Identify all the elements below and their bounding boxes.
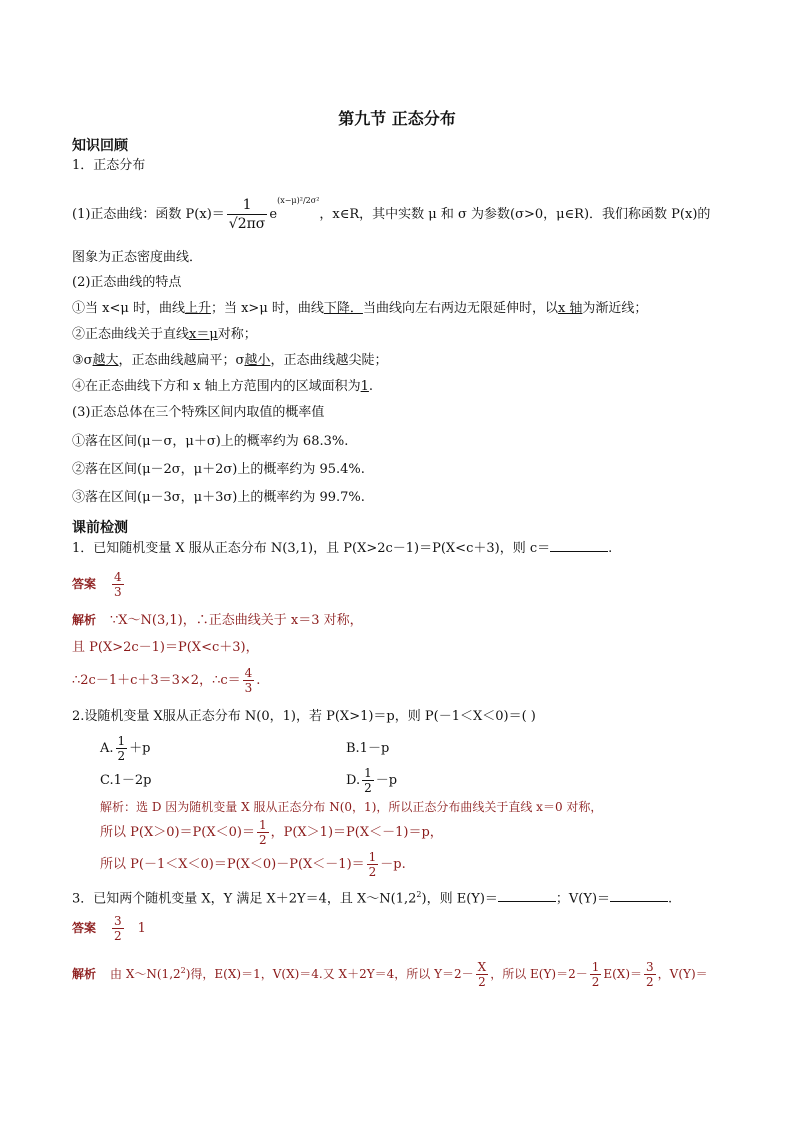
interval-1: ①落在区间(μ－σ，μ＋σ)上的概率约为 68.3%. <box>72 434 349 449</box>
q1-analysis-text-3: ∴2c－1＋c＋3＝3×2，∴c＝ <box>72 673 241 688</box>
q3-analysis <box>72 956 708 989</box>
q1-analysis-fraction <box>243 666 255 695</box>
question-1-end: . <box>608 541 613 556</box>
q3-answer <box>72 912 146 945</box>
features-heading: (2)正态曲线的特点 <box>72 275 182 290</box>
option-a-den: 2 <box>117 749 126 763</box>
q2-solution-3-fraction <box>367 850 379 879</box>
answer-label: 答案 <box>72 577 97 591</box>
euler-e: e <box>269 207 278 222</box>
q1-analysis-1 <box>72 610 363 631</box>
q2-solution-2 <box>100 818 443 848</box>
feature-2-b: 对称； <box>217 327 257 342</box>
curve-def-suffix: ，x∈R，其中实数 μ 和 σ 为参数(σ>0，μ∈R)．我们称函数 P(x)的 <box>319 207 711 222</box>
q3-analysis-sup: 2 <box>180 966 186 975</box>
feature-1-a: ①当 x<μ 时，曲线 <box>72 301 185 316</box>
q2-solution-3-a: 所以 P(－1＜X＜0)＝P(X＜0)－P(X＜－1)＝ <box>100 857 365 872</box>
option-a-fraction <box>116 734 128 763</box>
answer-blank <box>550 538 608 552</box>
q3-answer-second: 1 <box>137 921 146 936</box>
feature-1 <box>72 299 647 319</box>
q3-answer-den: 2 <box>114 929 122 943</box>
feature-3 <box>72 351 387 371</box>
page-title: 第九节 正态分布 <box>338 109 456 128</box>
option-d-den: 2 <box>364 781 372 795</box>
section-heading-check: 课前检测 <box>72 520 128 536</box>
q3-analysis-a: 由 X～N(1,2 <box>110 967 181 981</box>
option-d-label: D. <box>346 773 361 788</box>
feature-1-b: ；当 x>μ 时，曲线 <box>210 301 324 316</box>
interval-3: ③落在区间(μ－3σ，μ＋3σ)上的概率约为 99.7%. <box>72 490 365 505</box>
answer-blank-vy <box>610 888 668 902</box>
feature-4-area: 1 <box>360 379 369 394</box>
feature-3-b: ，正态曲线越扁平；σ <box>118 353 245 368</box>
question-3-c: ；V(Y)＝ <box>555 891 611 907</box>
feature-4-b: . <box>368 379 374 394</box>
feature-3-a: ③σ <box>72 353 93 368</box>
q3-analysis-c: ，所以 E(Y)＝2－ <box>490 967 588 981</box>
q2-solution-2-a: 所以 P(X＞0)＝P(X＜0)＝ <box>100 825 255 840</box>
curve-def-line2: 图象为正态密度曲线． <box>72 250 203 265</box>
q1-answer-fraction <box>112 570 124 599</box>
q3-answer-num: 3 <box>114 914 122 928</box>
feature-3-smaller: 越小 <box>244 353 271 368</box>
option-a[interactable] <box>100 734 151 764</box>
section-heading-knowledge: 知识回顾 <box>72 138 128 154</box>
question-2: 2.设随机变量 X服从正态分布 N(0，1)，若 P(X>1)＝p，则 P(－1＜X＜0)＝( ) <box>72 709 536 724</box>
option-d-tail: －p <box>375 773 398 788</box>
exponent: (x−μ)²/2σ² <box>277 195 320 205</box>
feature-2-line: x＝μ <box>189 327 218 342</box>
q2-solution-2-num: 1 <box>258 818 267 832</box>
curve-def-prefix: (1)正态曲线：函数 P(x)＝ <box>72 207 225 222</box>
question-1 <box>72 538 612 559</box>
density-frac-num: 1 <box>227 196 268 215</box>
q1-analysis-end: . <box>256 673 261 688</box>
question-3-d: . <box>668 891 673 907</box>
feature-1-fall: 下降． <box>323 301 363 316</box>
question-3 <box>72 885 672 909</box>
q1-answer <box>72 568 126 601</box>
answer-blank-ey <box>498 888 556 902</box>
intervals-heading: (3)正态总体在三个特殊区间内取值的概率值 <box>72 405 325 420</box>
q3-answer-fraction <box>112 914 124 943</box>
option-b[interactable]: B.1－p <box>346 741 390 756</box>
option-c[interactable]: C.1－2p <box>100 773 152 788</box>
analysis-label: 解析 <box>72 967 97 981</box>
option-a-tail: ＋p <box>129 741 151 756</box>
q3-frac-2-den: 2 <box>591 975 600 989</box>
curve-definition <box>72 196 710 233</box>
q3-frac-3-num: 3 <box>646 960 654 974</box>
feature-4-a: ④在正态曲线下方和 x 轴上方范围内的区域面积为 <box>72 379 361 394</box>
q3-analysis-b: )得，E(X)＝1，V(X)＝4.又 X＋2Y＝4，所以 Y＝2－ <box>185 967 474 981</box>
q3-frac-3-den: 2 <box>646 975 654 989</box>
q3-frac-2-num: 1 <box>591 960 600 974</box>
q3-analysis-frac-2 <box>590 960 602 989</box>
q2-solution-1: 解析：选 D 因为随机变量 X 服从正态分布 N(0，1)，所以正态分布曲线关于直线 x＝0 对称， <box>100 800 603 814</box>
option-d[interactable] <box>346 766 397 796</box>
q3-frac-1-den: 2 <box>478 975 486 989</box>
feature-3-c: ，正态曲线越尖陡； <box>270 353 388 368</box>
q1-answer-num: 4 <box>114 570 122 584</box>
density-fraction <box>227 196 268 233</box>
q2-solution-2-b: ，P(X＞1)＝P(X＜－1)＝p， <box>270 825 443 840</box>
interval-2: ②落在区间(μ－2σ，μ＋2σ)上的概率约为 95.4%. <box>72 462 365 477</box>
density-frac-den: √2πσ <box>228 216 266 232</box>
q1-answer-den: 3 <box>114 585 122 599</box>
q2-solution-2-den: 2 <box>258 833 267 847</box>
q1-analysis-text-1: ∵X～N(3,1)，∴正态曲线关于 x＝3 对称， <box>110 613 363 628</box>
q2-solution-3-b: －p. <box>380 857 406 872</box>
feature-3-larger: 越大 <box>92 353 119 368</box>
option-a-label: A. <box>100 741 114 756</box>
q2-solution-3-den: 2 <box>368 865 377 879</box>
feature-1-axis: x 轴 <box>557 301 583 316</box>
feature-4 <box>72 377 373 397</box>
feature-1-c: 当曲线向左右两边无限延伸时，以 <box>362 301 558 316</box>
option-d-fraction <box>362 766 374 795</box>
q3-analysis-frac-1 <box>476 960 489 989</box>
q2-solution-3 <box>100 850 406 880</box>
option-a-num: 1 <box>117 734 126 748</box>
answer-label: 答案 <box>72 921 97 935</box>
feature-2-a: ②正态曲线关于直线 <box>72 327 190 342</box>
q1-analysis-2: 且 P(X>2c－1)＝P(X<c＋3)， <box>72 640 259 655</box>
option-d-num: 1 <box>364 766 372 780</box>
analysis-label: 解析 <box>72 613 97 627</box>
q2-solution-2-fraction <box>257 818 269 847</box>
q3-analysis-d: E(X)＝ <box>603 967 643 981</box>
question-1-text: 1．已知随机变量 X 服从正态分布 N(3,1)，且 P(X>2c－1)＝P(X<c＋3)，则 c＝ <box>72 541 551 556</box>
q2-solution-3-num: 1 <box>368 850 377 864</box>
question-3-b: )，则 E(Y)＝ <box>421 891 498 907</box>
q3-analysis-frac-3 <box>644 960 656 989</box>
item1-heading: 1．正态分布 <box>72 158 146 173</box>
feature-1-rise: 上升 <box>184 301 211 316</box>
feature-2 <box>72 325 257 345</box>
q3-analysis-e: ，V(Y)＝ <box>657 967 708 981</box>
q1-analysis-num: 4 <box>244 666 253 680</box>
question-3-sup: 2 <box>416 890 422 899</box>
q1-analysis-3 <box>72 666 260 696</box>
feature-1-d: 为渐近线； <box>582 301 648 316</box>
q1-analysis-den: 3 <box>244 681 253 695</box>
question-3-a: 3．已知两个随机变量 X，Y 满足 X＋2Y＝4，且 X～N(1,2 <box>72 891 417 907</box>
q3-frac-1-num: X <box>477 960 487 974</box>
